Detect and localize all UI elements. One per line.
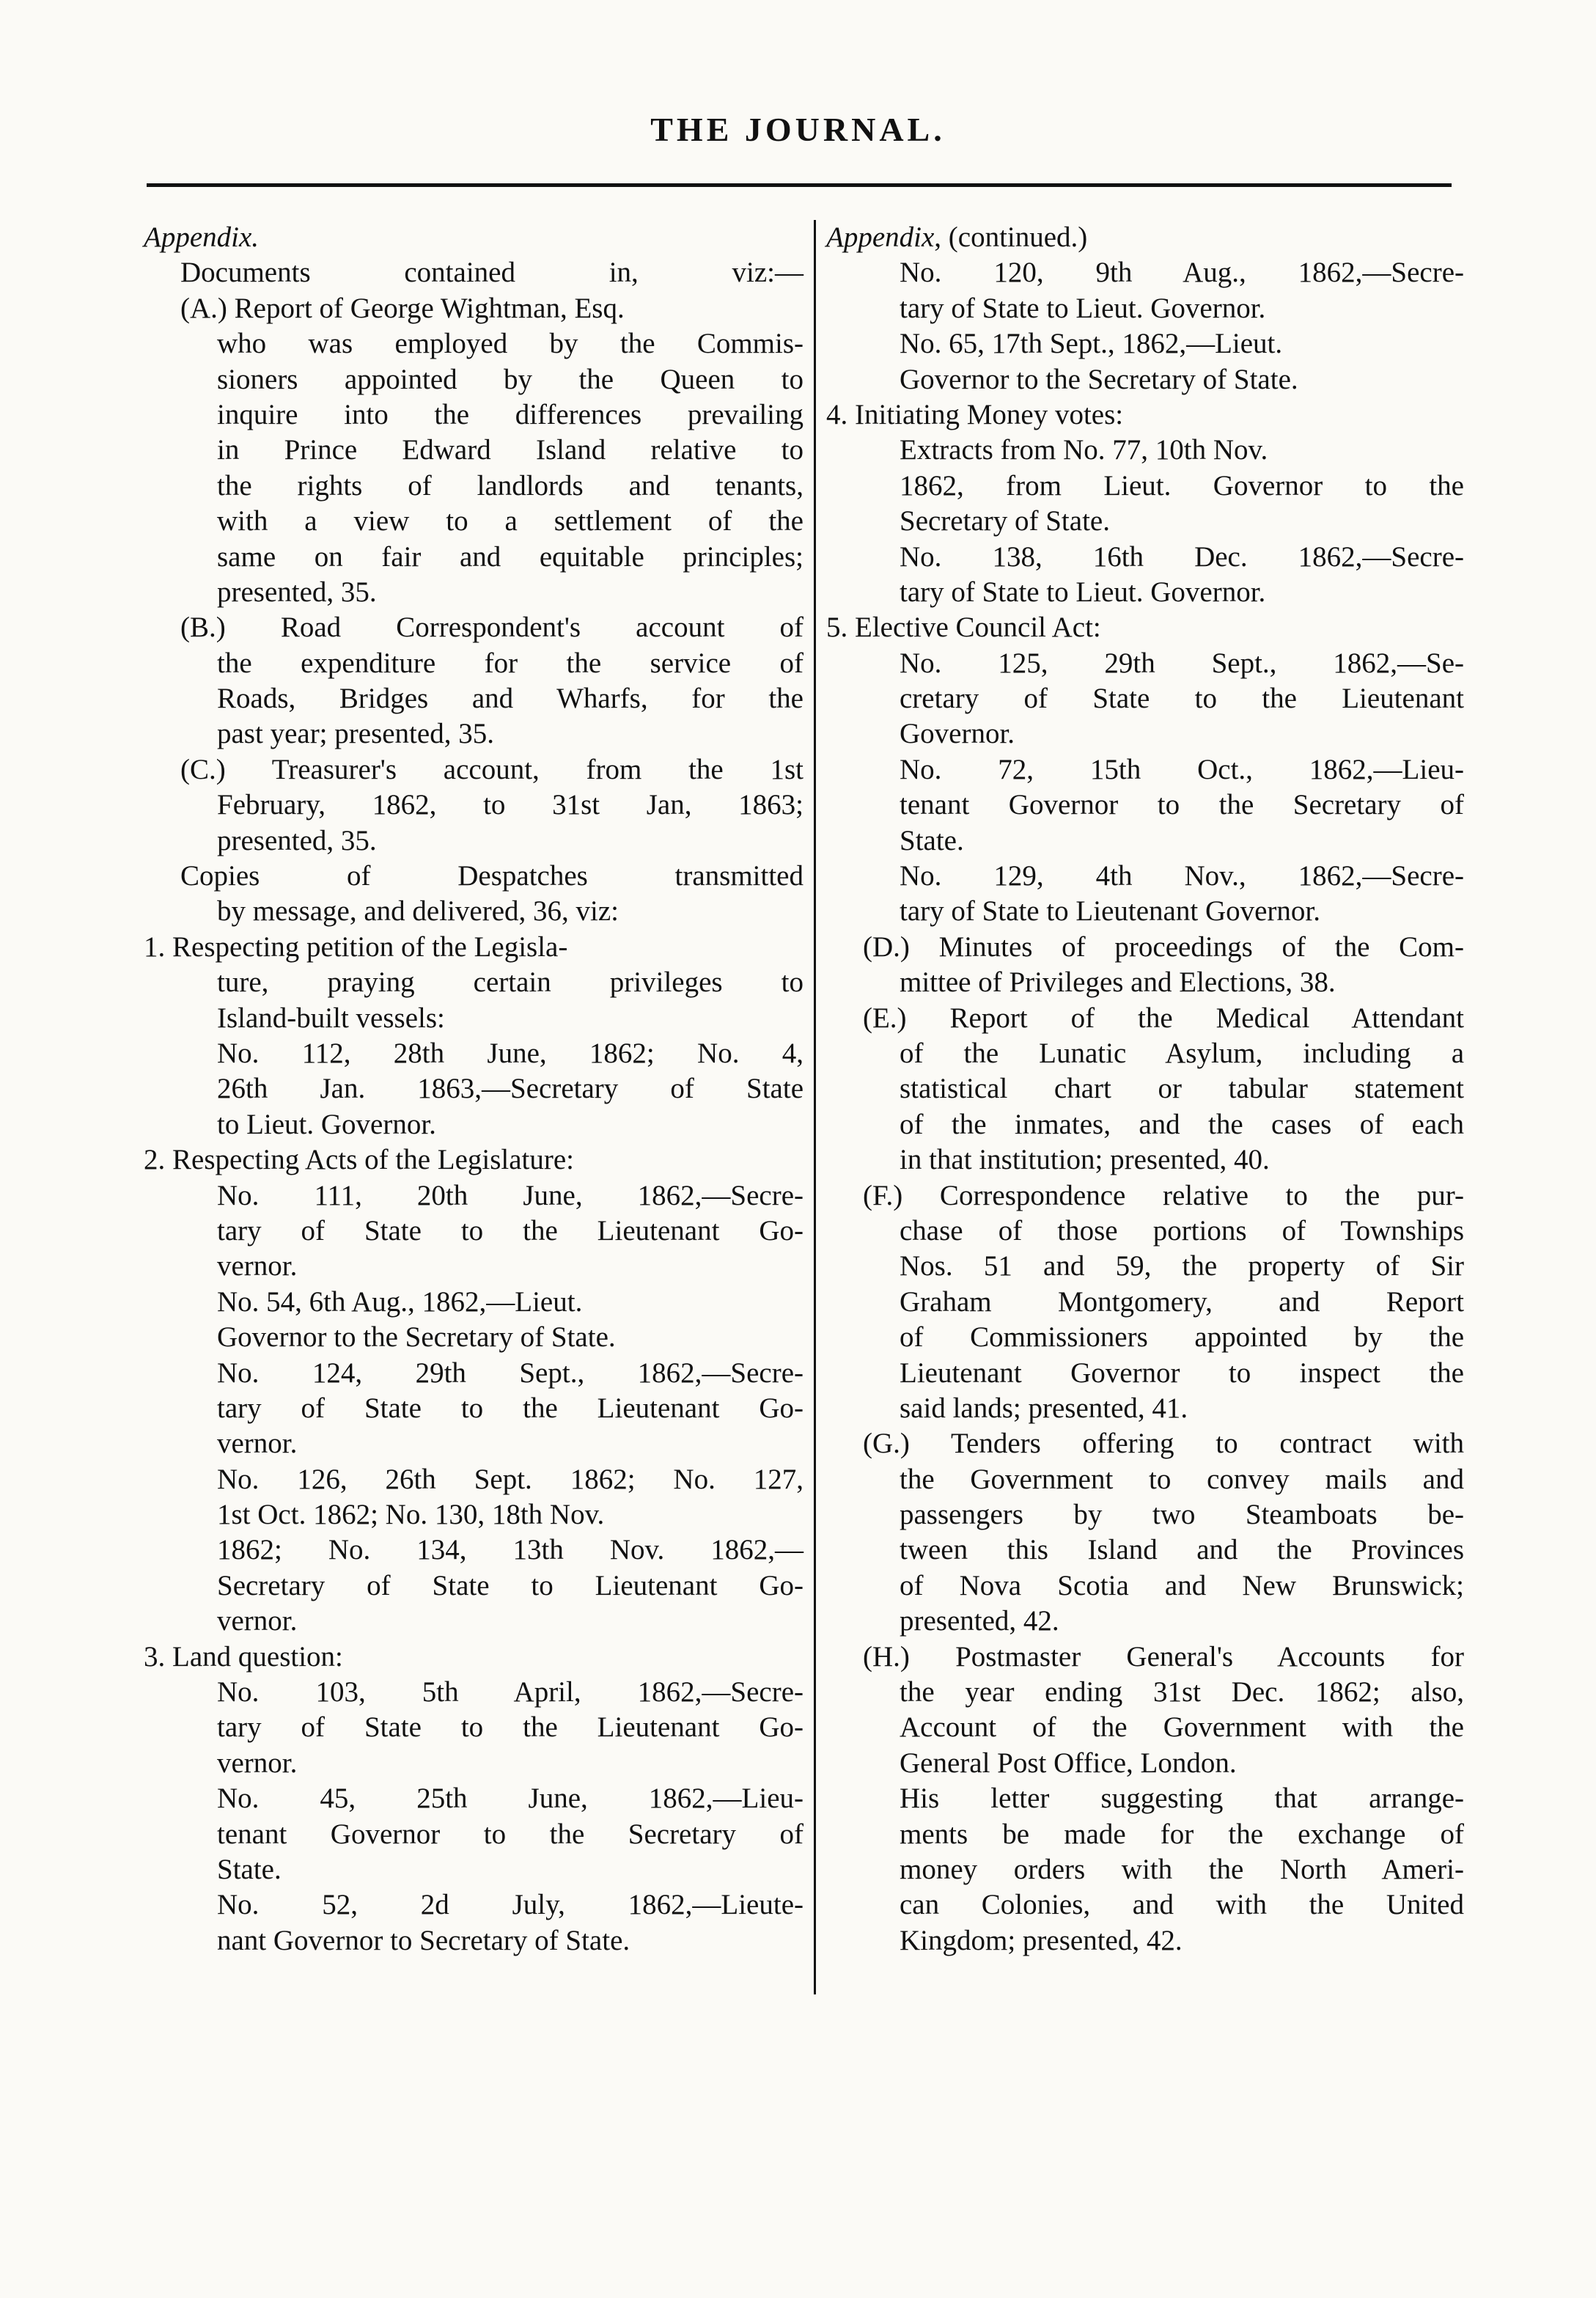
text-line: Lieutenant Governor to inspect the [900, 1357, 1464, 1389]
header-rule [147, 183, 1452, 187]
text-line: vernor. [217, 1250, 298, 1282]
text-line: presented, 35. [217, 576, 377, 608]
text-line: tary of State to Lieutenant Governor. [900, 895, 1320, 928]
text-line: of Commissioners appointed by the [900, 1321, 1464, 1354]
text-line: 4. Initiating Money votes: [826, 398, 1124, 430]
text-line: (C.) Treasurer's account, from the 1st [180, 753, 803, 785]
text-line: 3. Land question: [144, 1640, 343, 1673]
text-line: (A.) Report of George Wightman, Esq. [180, 292, 625, 324]
text-line: tary of State to Lieut. Governor. [900, 576, 1266, 608]
column-divider [814, 220, 816, 1994]
text-line: vernor. [217, 1605, 298, 1637]
text-line: 2. Respecting Acts of the Legislature: [144, 1144, 575, 1176]
text-line: said lands; presented, 41. [900, 1392, 1188, 1424]
text-line [826, 220, 1464, 255]
text-line: (G.) Tenders offering to contract with [863, 1428, 1464, 1460]
text-line: State. [900, 824, 964, 856]
text-line: in Prince Edward Island relative to [217, 434, 803, 466]
text-line: February, 1862, to 31st Jan, 1863; [217, 789, 803, 821]
text-line: tary of State to Lieut. Governor. [900, 292, 1266, 324]
text-line: tary of State to the Lieutenant Go- [217, 1392, 803, 1424]
text-line: State. [217, 1853, 282, 1885]
text-line: No. 120, 9th Aug., 1862,—Secre- [900, 257, 1464, 289]
text-line: Governor. [900, 718, 1015, 750]
text-line: No. 52, 2d July, 1862,—Lieute- [217, 1889, 803, 1921]
text-line: No. 112, 28th June, 1862; No. 4, [217, 1037, 803, 1069]
text-line: (H.) Postmaster General's Accounts for [863, 1640, 1464, 1673]
text-line: No. 65, 17th Sept., 1862,—Lieut. [900, 328, 1283, 360]
section-label-suffix: , (continued.) [934, 221, 1088, 253]
text-line: the year ending 31st Dec. 1862; also, [900, 1676, 1464, 1708]
text-line: Extracts from No. 77, 10th Nov. [900, 434, 1268, 466]
text-line: ture, praying certain privileges to [217, 966, 803, 999]
text-line: tween this Island and the Provinces [900, 1534, 1464, 1566]
text-line: tenant Governor to the Secretary of [900, 789, 1464, 821]
text-line: tenant Governor to the Secretary of [217, 1818, 803, 1850]
text-line: cretary of State to the Lieutenant [900, 683, 1464, 715]
text-line: the expenditure for the service of [217, 647, 803, 679]
text-line: presented, 35. [217, 824, 377, 856]
text-line: statistical chart or tabular statement [900, 1073, 1464, 1105]
text-line: inquire into the differences prevailing [217, 398, 803, 430]
text-line: No. 125, 29th Sept., 1862,—Se- [900, 647, 1464, 679]
page-title: THE JOURNAL. [650, 111, 946, 148]
text-line: in that institution; presented, 40. [900, 1144, 1270, 1176]
text-line: who was employed by the Commis- [217, 328, 803, 360]
text-line: Governor to the Secretary of State. [217, 1321, 616, 1354]
text-line: (B.) Road Correspondent's account of [180, 612, 803, 644]
text-line: Graham Montgomery, and Report [900, 1285, 1464, 1318]
text-line: Account of the Government with the [900, 1711, 1464, 1744]
text-line: (E.) Report of the Medical Attendant [863, 1002, 1464, 1034]
text-line: of the inmates, and the cases of each [900, 1108, 1464, 1140]
section-label: Appendix [826, 221, 935, 253]
text-line: Appendix. [144, 221, 260, 253]
text-line: Kingdom; presented, 42. [900, 1924, 1183, 1956]
text-line: No. 111, 20th June, 1862,—Secre- [217, 1179, 803, 1211]
text-line: chase of those portions of Townships [900, 1214, 1464, 1247]
text-line: Copies of Despatches transmitted [180, 860, 803, 892]
text-line: nant Governor to Secretary of State. [217, 1924, 630, 1956]
text-line: No. 103, 5th April, 1862,—Secre- [217, 1676, 803, 1708]
text-line: to Lieut. Governor. [217, 1108, 436, 1140]
text-line: No. 138, 16th Dec. 1862,—Secre- [900, 540, 1464, 573]
text-line: 5. Elective Council Act: [826, 612, 1101, 644]
text-line: same on fair and equitable principles; [217, 540, 803, 573]
text-line: His letter suggesting that arrange- [900, 1783, 1464, 1815]
text-line: tary of State to the Lieutenant Go- [217, 1214, 803, 1247]
text-line: No. 129, 4th Nov., 1862,—Secre- [900, 860, 1464, 892]
text-line: 26th Jan. 1863,—Secretary of State [217, 1073, 803, 1105]
right-column [826, 220, 1464, 1959]
text-line: ments be made for the exchange of [900, 1818, 1464, 1850]
text-line: mittee of Privileges and Elections, 38. [900, 966, 1336, 999]
text-line: No. 45, 25th June, 1862,—Lieu- [217, 1783, 803, 1815]
left-column [144, 220, 803, 1959]
text-line: money orders with the North Ameri- [900, 1853, 1464, 1885]
text-line: No. 126, 26th Sept. 1862; No. 127, [217, 1463, 803, 1495]
text-line: Governor to the Secretary of State. [900, 363, 1298, 395]
text-line: by message, and delivered, 36, viz: [217, 895, 619, 928]
text-line: 1862; No. 134, 13th Nov. 1862,— [217, 1534, 803, 1566]
text-line: vernor. [217, 1747, 298, 1779]
text-line: with a view to a settlement of the [217, 505, 803, 537]
text-line: of the Lunatic Asylum, including a [900, 1037, 1464, 1069]
text-line: the Government to convey mails and [900, 1463, 1464, 1495]
text-line: passengers by two Steamboats be- [900, 1499, 1464, 1531]
text-line: tary of State to the Lieutenant Go- [217, 1711, 803, 1744]
text-line: Roads, Bridges and Wharfs, for the [217, 683, 803, 715]
text-line: vernor. [217, 1428, 298, 1460]
text-line: Documents contained in, viz:— [180, 257, 803, 289]
text-line: can Colonies, and with the United [900, 1889, 1464, 1921]
text-line: the rights of landlords and tenants, [217, 469, 803, 502]
text-line: 1862, from Lieut. Governor to the [900, 469, 1464, 502]
text-line: (D.) Minutes of proceedings of the Com- [863, 930, 1464, 963]
text-line: Nos. 51 and 59, the property of Sir [900, 1250, 1464, 1282]
text-line: sioners appointed by the Queen to [217, 363, 803, 395]
text-line: Island-built vessels: [217, 1002, 445, 1034]
text-line: presented, 42. [900, 1605, 1059, 1637]
text-line: Secretary of State. [900, 505, 1110, 537]
text-line: 1st Oct. 1862; No. 130, 18th Nov. [217, 1499, 605, 1531]
text-line: No. 124, 29th Sept., 1862,—Secre- [217, 1357, 803, 1389]
text-line: General Post Office, London. [900, 1747, 1237, 1779]
text-line: No. 72, 15th Oct., 1862,—Lieu- [900, 753, 1464, 785]
text-line: No. 54, 6th Aug., 1862,—Lieut. [217, 1285, 583, 1318]
text-line: of Nova Scotia and New Brunswick; [900, 1569, 1464, 1601]
text-line: Secretary of State to Lieutenant Go- [217, 1569, 803, 1601]
text-line: past year; presented, 35. [217, 718, 494, 750]
text-line: (F.) Correspondence relative to the pur- [863, 1179, 1464, 1211]
text-line: 1. Respecting petition of the Legisla- [144, 930, 568, 963]
